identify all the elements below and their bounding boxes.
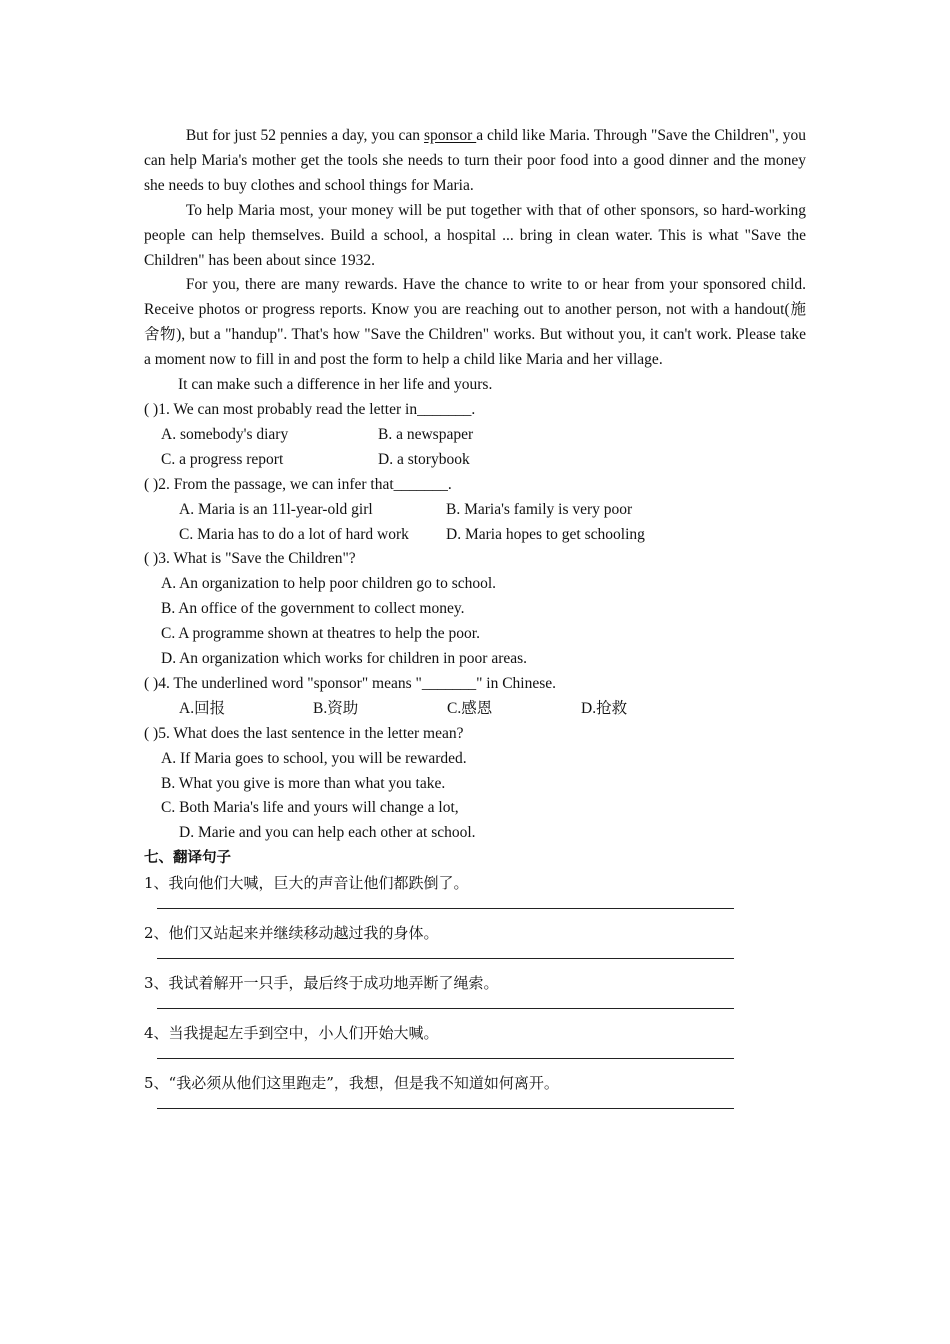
option: A.回报 [179, 699, 226, 717]
question-3-stem: ( )3. What is "Save the Children"? [144, 550, 356, 568]
question-2-options-row-1 [144, 498, 806, 523]
option: D.抢救 [581, 699, 628, 717]
option: B. a newspaper [378, 425, 474, 443]
question-4-stem: ( )4. The underlined word "sponsor" means "_______" in Chinese. [144, 674, 557, 692]
option: D. Marie and you can help each other at school. [179, 824, 476, 842]
section-heading-translation: 七、翻译句子 [144, 850, 231, 867]
translation-item-5: 5、“我必须从他们这里跑走”，我想，但是我不知道如何离开。 [144, 1073, 559, 1092]
question-1-options-row-2 [144, 448, 806, 473]
option: A. An organization to help poor children go to school. [161, 575, 497, 593]
option: C. Maria has to do a lot of hard work [179, 525, 409, 543]
option: D. Maria hopes to get schooling [446, 525, 645, 543]
question-4-options-row [144, 697, 806, 722]
question-2-stem: ( )2. From the passage, we can infer that_______. [144, 475, 452, 493]
translation-item-1: 1、我向他们大喊，巨大的声音让他们都跌倒了。 [144, 874, 469, 893]
passage-paragraph-1: But for just 52 pennies a day, you can sponsor a child like Maria. Through "Save the Children", you can help Maria's mother get the tools she needs to turn their poor food into a good dinner and the money she needs to buy clothes and school things for Maria. [144, 127, 807, 194]
option: D. An organization which works for children in poor areas. [161, 650, 528, 668]
translation-item-3: 3、我试着解开一只手，最后终于成功地弄断了绳索。 [144, 973, 499, 992]
question-1-stem: ( )1. We can most probably read the letter in_______. [144, 400, 476, 418]
option: C.感恩 [447, 699, 493, 717]
answer-line-1[interactable] [144, 896, 806, 921]
translation-item-2: 2、他们又站起来并继续移动越过我的身体。 [144, 924, 439, 943]
option: A. Maria is an 11l-year-old girl [179, 500, 373, 518]
option: B.资助 [313, 699, 359, 717]
passage-paragraph-3: For you, there are many rewards. Have the chance to write to or hear from your sponsored child. Receive photos or progress reports. Know you are reaching out to another person, not with a handout(施舍物), but a "handup". That's how "Save the Children" works. But without you, it can't work. Please take a moment now to fill in and post the form to help a child like Maria and her village. [144, 276, 806, 369]
option: B. Maria's family is very poor [446, 500, 633, 518]
underlined-word-sponsor: sponsor [424, 127, 477, 144]
question-5-stem: ( )5. What does the last sentence in the letter mean? [144, 724, 464, 742]
option: B. What you give is more than what you take. [161, 774, 446, 792]
worksheet-page [144, 124, 806, 1121]
answer-line-2[interactable] [144, 946, 806, 971]
answer-line-4[interactable] [144, 1046, 806, 1071]
option: C. a progress report [161, 450, 284, 468]
passage-paragraph-4: It can make such a difference in her life and yours. [178, 376, 493, 394]
answer-line-5[interactable] [144, 1096, 806, 1121]
option: C. A programme shown at theatres to help the poor. [161, 625, 480, 643]
option: A. somebody's diary [161, 425, 289, 443]
answer-line-3[interactable] [144, 996, 806, 1021]
option: A. If Maria goes to school, you will be rewarded. [161, 749, 467, 767]
option: C. Both Maria's life and yours will change a lot, [161, 799, 459, 817]
option: D. a storybook [378, 450, 470, 468]
passage-paragraph-2: To help Maria most, your money will be put together with that of other sponsors, so hard-working people can help themselves. Build a school, a hospital ... bring in clean water. This is what "Save the Children" has been about since 1932. [144, 201, 806, 269]
option: B. An office of the government to collect money. [161, 600, 465, 618]
question-1-options-row-1 [144, 423, 806, 448]
translation-item-4: 4、当我提起左手到空中，小人们开始大喊。 [144, 1023, 439, 1042]
question-2-options-row-2 [144, 523, 806, 548]
